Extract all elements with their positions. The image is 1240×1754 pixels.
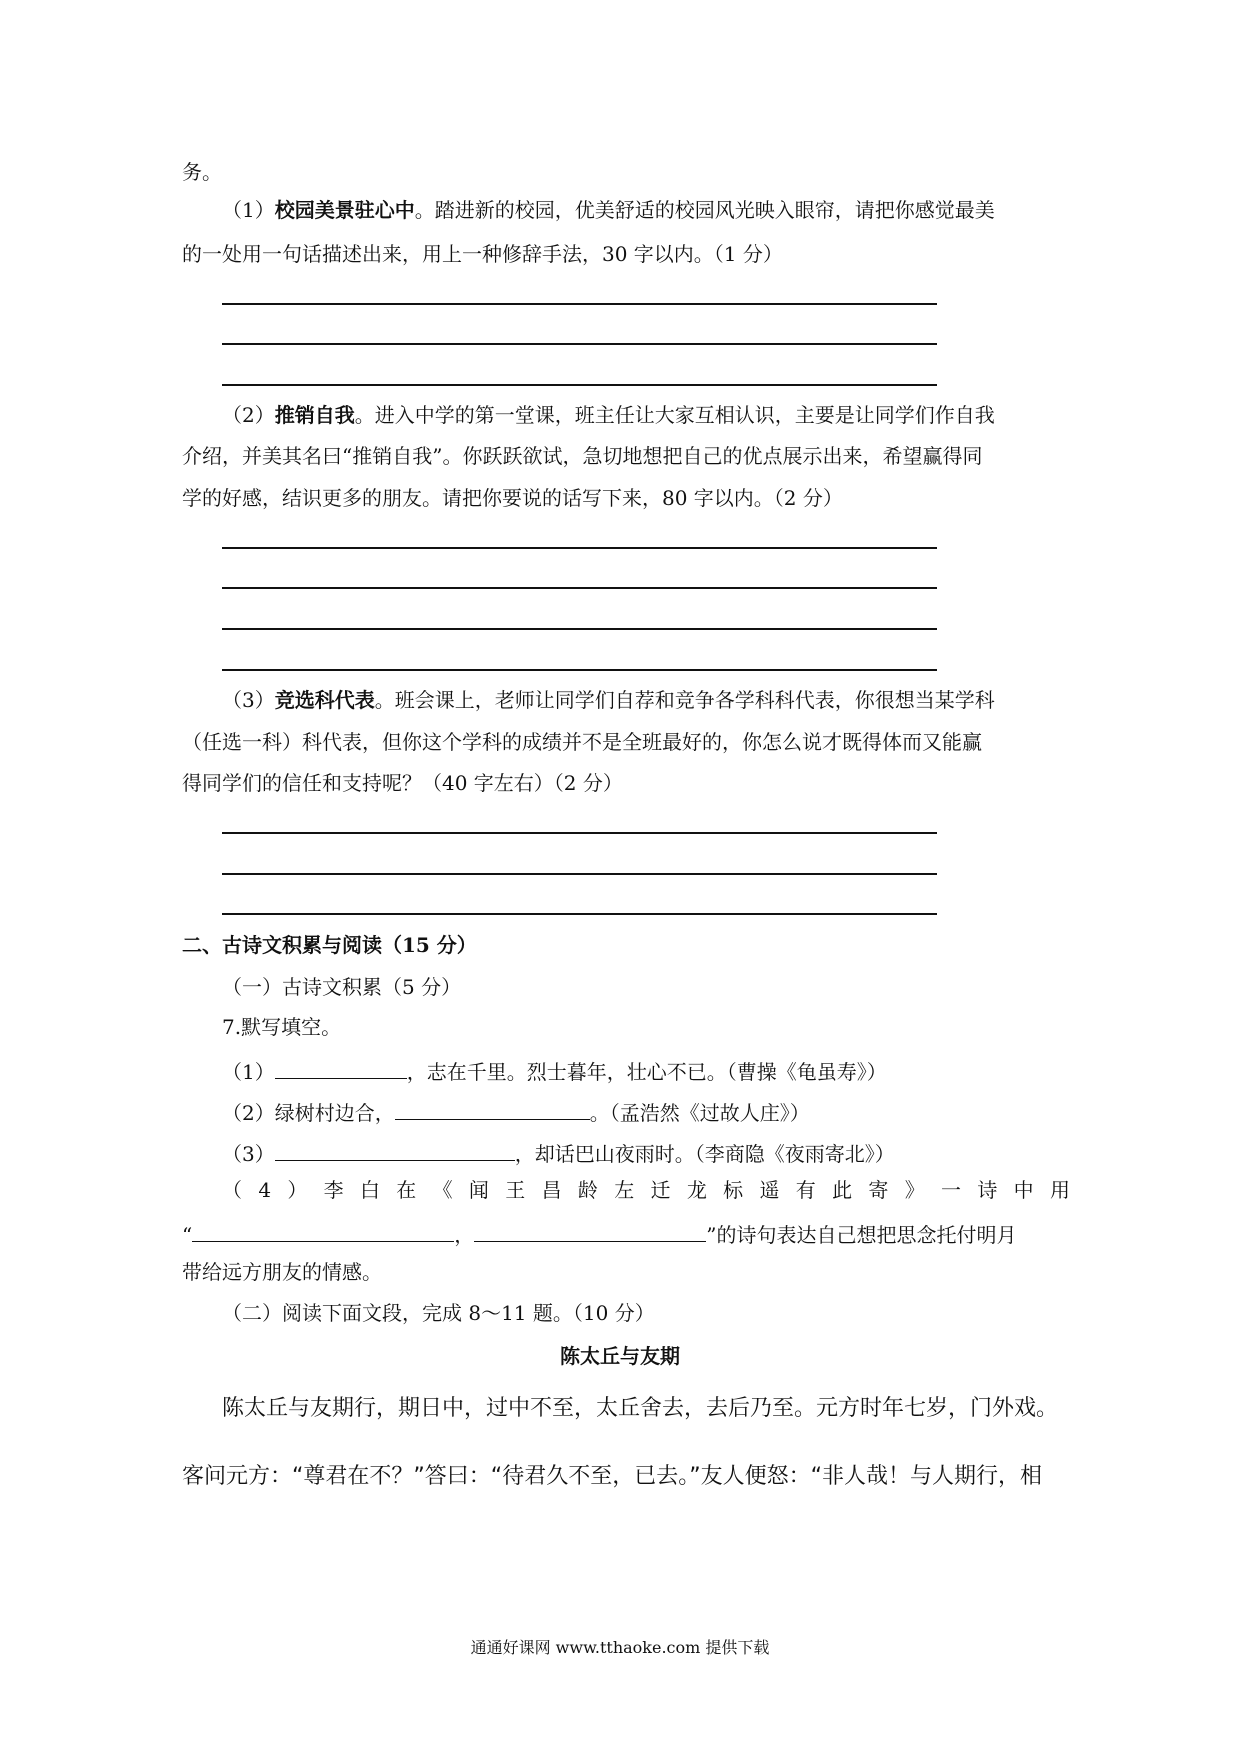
answer-line[interactable] xyxy=(222,587,937,589)
answer-line[interactable] xyxy=(222,343,937,345)
answer-line[interactable] xyxy=(222,669,937,671)
question-1-title: 校园美景驻心中 xyxy=(274,198,415,222)
answer-line[interactable] xyxy=(222,547,937,549)
fill-blank-3-text: ，却话巴山夜雨时。（李商隐《夜雨寄北》） xyxy=(514,1142,895,1166)
question-3-title: 竞选科代表 xyxy=(274,688,375,712)
answer-line[interactable] xyxy=(222,303,937,305)
question-2-line-3: 学的好感，结识更多的朋友。请把你要说的话写下来，80 字以内。（2 分） xyxy=(182,486,843,510)
question-3-line-3: 得同学们的信任和支持呢？（40 字左右）（2 分） xyxy=(182,771,623,795)
question-2-line-1 xyxy=(222,405,995,425)
fill-blank-2-text: （2）绿树村边合， xyxy=(222,1101,395,1125)
blank-input[interactable] xyxy=(395,1099,590,1120)
passage-title: 陈太丘与友期 xyxy=(560,1344,680,1368)
question-1-number: （1） xyxy=(222,198,275,222)
passage-line-1: 陈太丘与友期行，期日中，过中不至，太丘舍去，去后乃至。元方时年七岁，门外戏。 xyxy=(222,1396,1059,1421)
fill-blank-2 xyxy=(222,1099,810,1123)
answer-line[interactable] xyxy=(222,873,937,875)
blank-input[interactable] xyxy=(275,1058,407,1079)
question-3-text: 。班会课上，老师让同学们自荐和竞争各学科科代表，你很想当某学科 xyxy=(374,688,995,712)
question-7-heading: 7.默写填空。 xyxy=(222,1015,342,1039)
section-heading: 二、古诗文积累与阅读（15 分） xyxy=(182,933,477,957)
question-2-line-2: 介绍，并美其名曰“推销自我”。你跃跃欲试，急切地想把自己的优点展示出来，希望赢得同 xyxy=(182,444,983,468)
comma: ， xyxy=(454,1223,475,1247)
fill-blank-1-text: ，志在千里。烈士暮年，壮心不已。（曹操《龟虽寿》） xyxy=(406,1060,887,1084)
fill-blank-3-number: （3） xyxy=(222,1142,275,1166)
continuation-text: 务。 xyxy=(182,160,222,184)
fill-blank-4-line-2 xyxy=(182,1221,1016,1245)
open-quote: “ xyxy=(182,1223,193,1247)
question-1-text: 。踏进新的校园，优美舒适的校园风光映入眼帘，请把你感觉最美 xyxy=(414,198,995,222)
question-3-line-2: （任选一科）科代表，但你这个学科的成绩并不是全班最好的，你怎么说才既得体而又能赢 xyxy=(182,730,982,754)
blank-input[interactable] xyxy=(275,1140,515,1161)
fill-blank-1-number: （1） xyxy=(222,1060,275,1084)
question-2-title: 推销自我 xyxy=(274,403,355,427)
question-1-line-2: 的一处用一句话描述出来，用上一种修辞手法，30 字以内。（1 分） xyxy=(182,242,783,266)
question-2-number: （2） xyxy=(222,403,275,427)
answer-line[interactable] xyxy=(222,913,937,915)
blank-input[interactable] xyxy=(474,1221,706,1242)
blank-input[interactable] xyxy=(192,1221,454,1242)
question-3-line-1 xyxy=(222,690,995,710)
answer-line[interactable] xyxy=(222,384,937,386)
subsection-heading-1: （一）古诗文积累（5 分） xyxy=(222,975,462,999)
passage-line-2: 客问元方：“尊君在不？”答曰：“待君久不至，已去。”友人便怒：“非人哉！与人期行，相 xyxy=(182,1464,1042,1489)
question-2-text: 。进入中学的第一堂课，班主任让大家互相认识，主要是让同学们作自我 xyxy=(354,403,995,427)
fill-blank-4-line-3: 带给远方朋友的情感。 xyxy=(182,1260,382,1284)
question-1-line-1 xyxy=(222,200,995,220)
answer-line[interactable] xyxy=(222,628,937,630)
answer-line[interactable] xyxy=(222,832,937,834)
fill-blank-2-tail: 。（孟浩然《过故人庄》） xyxy=(589,1101,810,1125)
subsection-heading-2: （二）阅读下面文段，完成 8～11 题。（10 分） xyxy=(222,1301,655,1325)
fill-blank-4-line-1: （4）李白在《闻王昌龄左迁龙标遥有此寄》一诗中用 xyxy=(222,1178,1070,1202)
question-3-number: （3） xyxy=(222,688,275,712)
fill-blank-1 xyxy=(222,1058,887,1082)
footer-text: 通通好课网 www.tthaoke.com 提供下载 xyxy=(470,1638,770,1657)
fill-blank-4-tail: ”的诗句表达自己想把思念托付明月 xyxy=(706,1223,1017,1247)
fill-blank-3 xyxy=(222,1140,895,1164)
